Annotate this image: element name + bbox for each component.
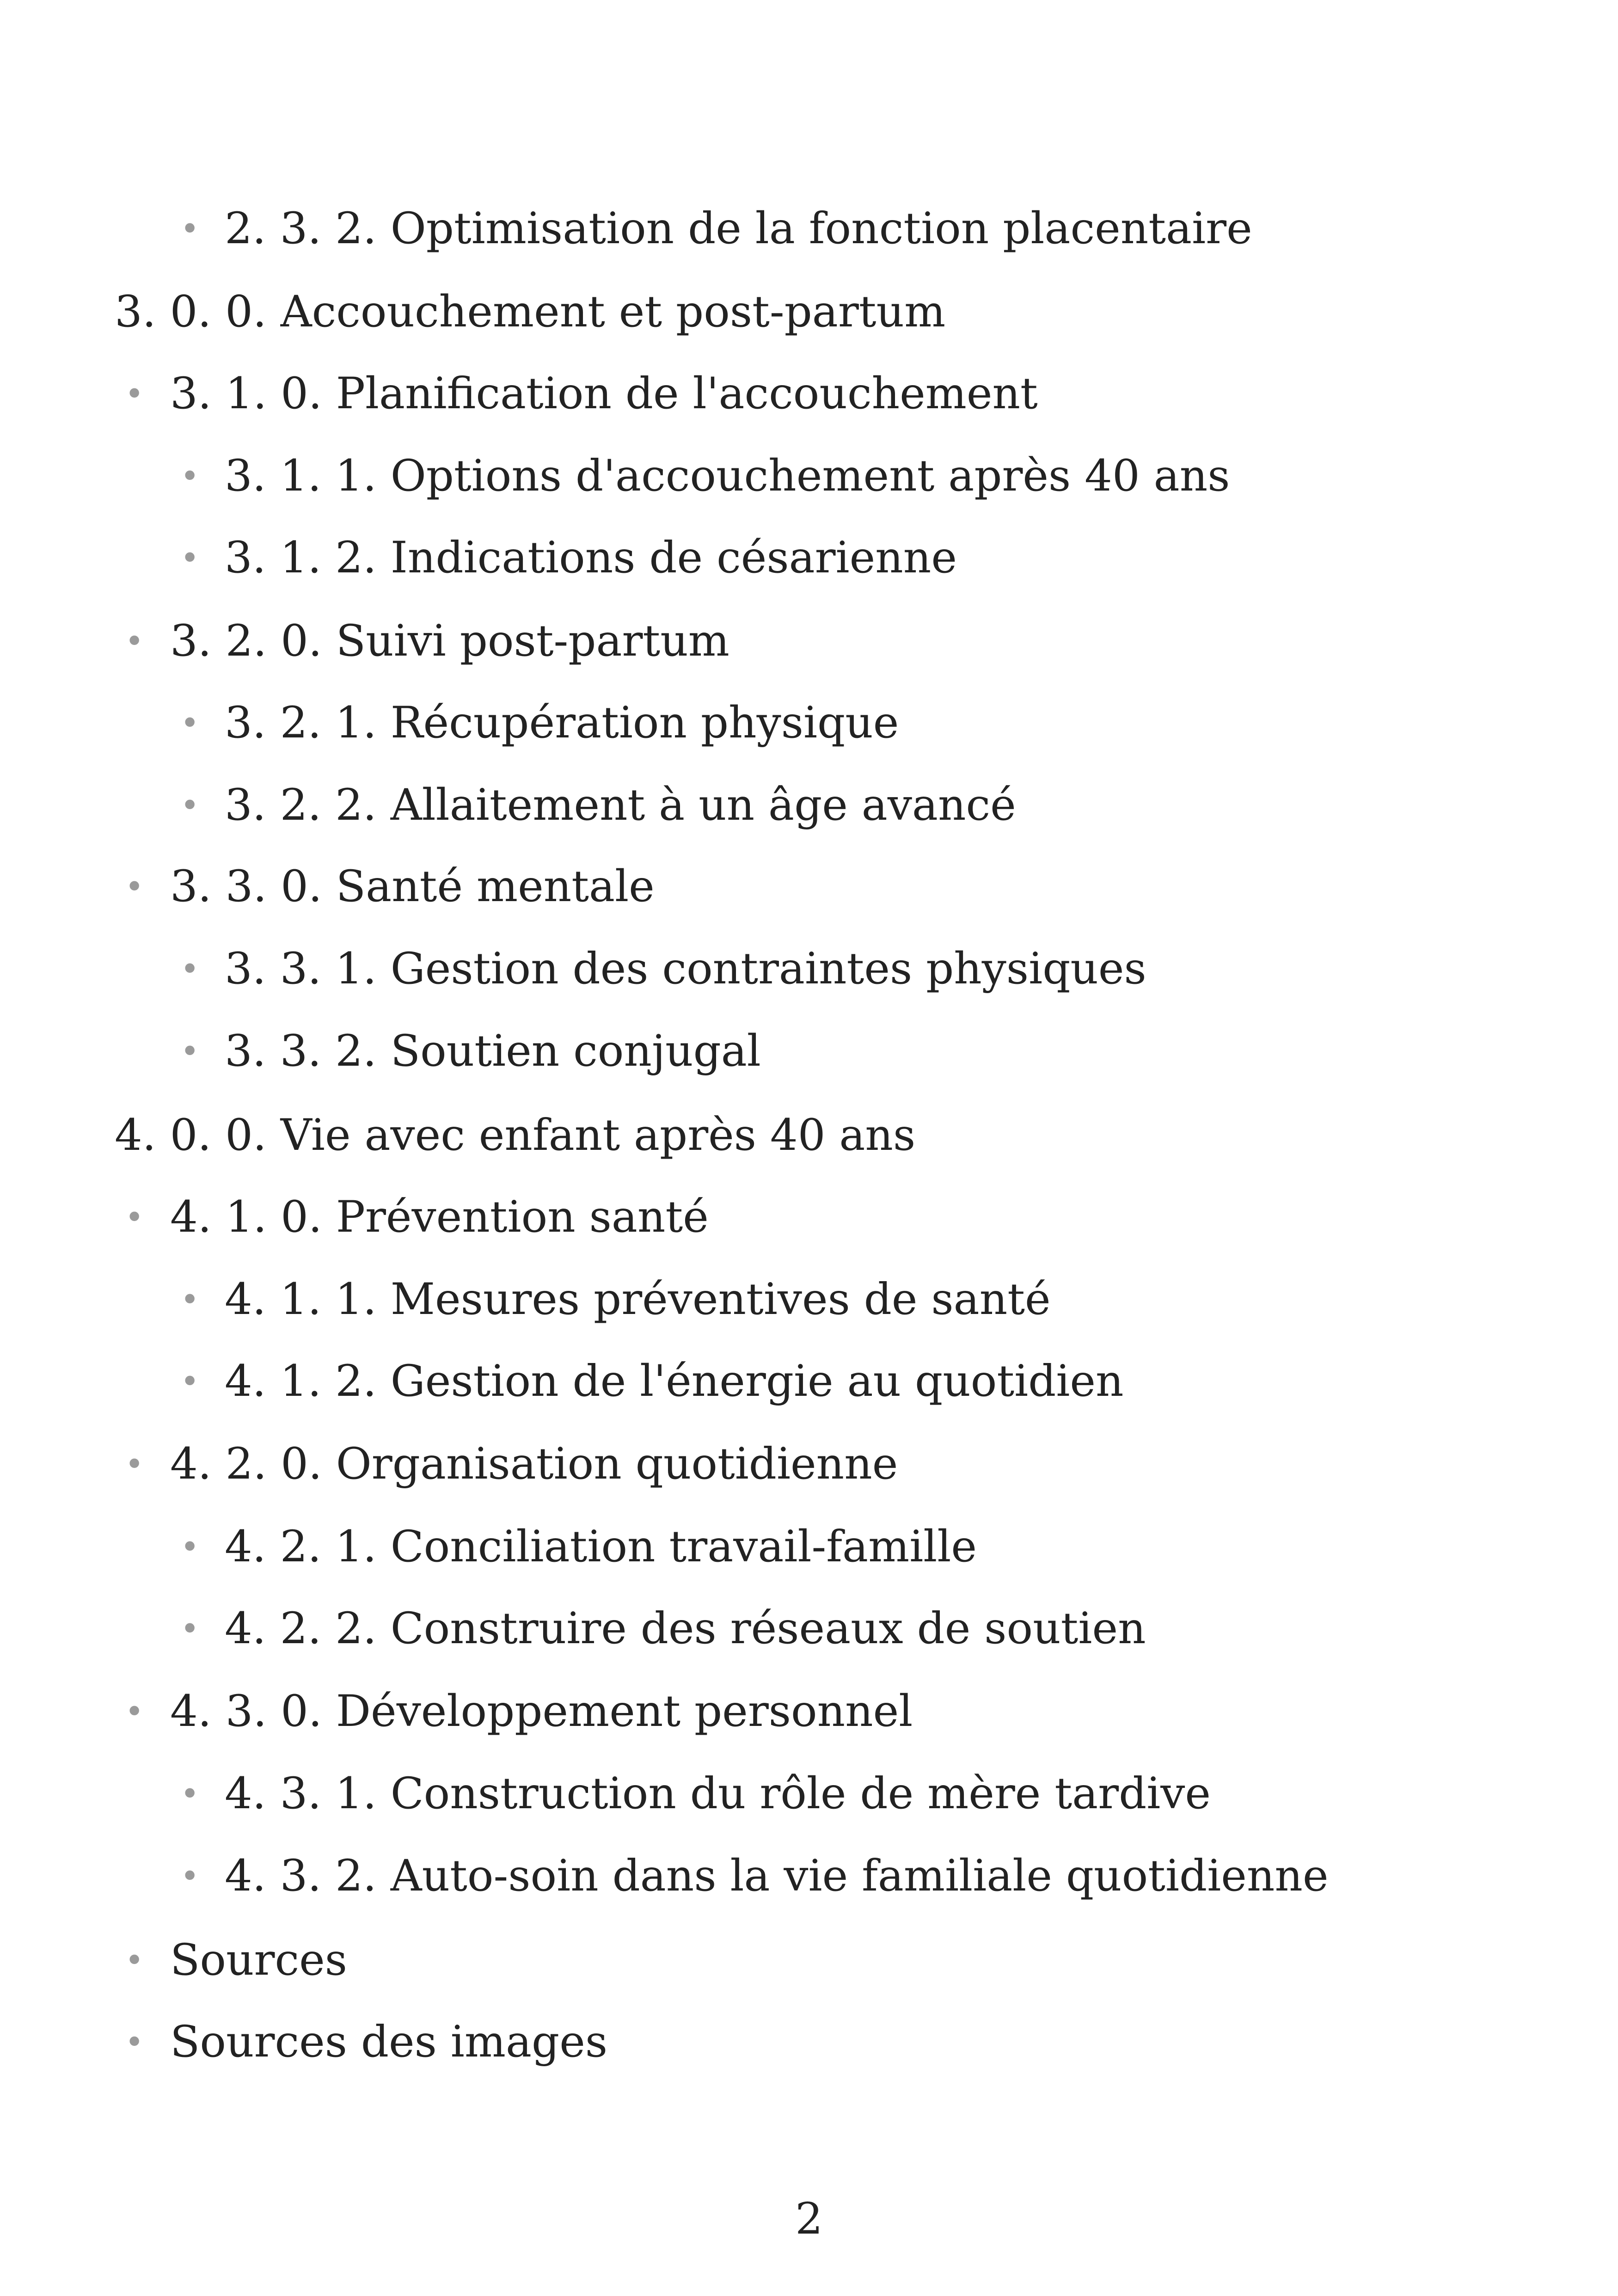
- bullet-icon: •: [125, 2023, 144, 2061]
- toc-entry-label[interactable]: 4. 0. 0. Vie avec enfant après 40 ans: [115, 1110, 916, 1160]
- bullet-icon: •: [180, 457, 200, 495]
- toc-entry-label[interactable]: 4. 3. 0. Développement personnel: [170, 1686, 913, 1737]
- bullet-icon: •: [180, 1610, 200, 1648]
- bullet-icon: •: [125, 622, 144, 660]
- bullet-icon: •: [180, 1281, 200, 1319]
- toc-entry-label[interactable]: 3. 2. 1. Récupération physique: [225, 698, 899, 748]
- bullet-icon: •: [180, 1363, 200, 1400]
- bullet-icon: •: [125, 1693, 144, 1731]
- bullet-icon: •: [180, 704, 200, 742]
- toc-entry-label[interactable]: 4. 2. 2. Construire des réseaux de soutien: [225, 1603, 1146, 1654]
- toc-entry-label[interactable]: 3. 0. 0. Accouchement et post-partum: [115, 287, 946, 337]
- bullet-icon: •: [180, 786, 200, 824]
- toc-entry-label[interactable]: 4. 1. 2. Gestion de l'énergie au quotidien: [225, 1356, 1124, 1406]
- bullet-icon: •: [125, 868, 144, 906]
- bullet-icon: •: [125, 1941, 144, 1979]
- bullet-icon: •: [180, 1032, 200, 1070]
- toc-entry-label[interactable]: 3. 2. 2. Allaitement à un âge avancé: [225, 780, 1016, 830]
- bullet-icon: •: [180, 539, 200, 577]
- page-number: 2: [795, 2194, 823, 2244]
- bullet-icon: •: [125, 1198, 144, 1236]
- toc-entry-label[interactable]: 4. 3. 1. Construction du rôle de mère tardive: [225, 1768, 1211, 1819]
- toc-entry-label[interactable]: 4. 2. 1. Conciliation travail-famille: [225, 1522, 977, 1572]
- bullet-icon: •: [125, 1445, 144, 1483]
- toc-entry-label[interactable]: 4. 2. 0. Organisation quotidienne: [170, 1439, 898, 1489]
- bullet-icon: •: [180, 1775, 200, 1813]
- bullet-icon: •: [125, 375, 144, 413]
- toc-entry-label[interactable]: 3. 1. 0. Planification de l'accouchement: [170, 368, 1038, 419]
- toc-entry-label[interactable]: 3. 3. 0. Santé mentale: [170, 861, 655, 912]
- toc-entry-label[interactable]: Sources: [170, 1935, 347, 1985]
- toc-entry-label[interactable]: 3. 3. 1. Gestion des contraintes physiques: [225, 944, 1146, 994]
- toc-entry-label[interactable]: 4. 3. 2. Auto-soin dans la vie familiale quotidienne: [225, 1851, 1329, 1901]
- bullet-icon: •: [180, 950, 200, 988]
- toc-entry-label[interactable]: 3. 1. 2. Indications de césarienne: [225, 533, 957, 583]
- bullet-icon: •: [180, 1857, 200, 1895]
- toc-entry-label[interactable]: 3. 1. 1. Options d'accouchement après 40 ans: [225, 451, 1230, 501]
- toc-entry-label[interactable]: 2. 3. 2. Optimisation de la fonction placentaire: [225, 203, 1252, 254]
- bullet-icon: •: [180, 210, 200, 248]
- toc-entry-label[interactable]: 3. 2. 0. Suivi post-partum: [170, 616, 729, 666]
- toc-entry-label[interactable]: 3. 3. 2. Soutien conjugal: [225, 1026, 761, 1076]
- toc-entry-label[interactable]: 4. 1. 1. Mesures préventives de santé: [225, 1274, 1051, 1325]
- toc-entry-label[interactable]: 4. 1. 0. Prévention santé: [170, 1192, 709, 1242]
- bullet-icon: •: [180, 1528, 200, 1566]
- toc-entry-label[interactable]: Sources des images: [170, 2017, 608, 2067]
